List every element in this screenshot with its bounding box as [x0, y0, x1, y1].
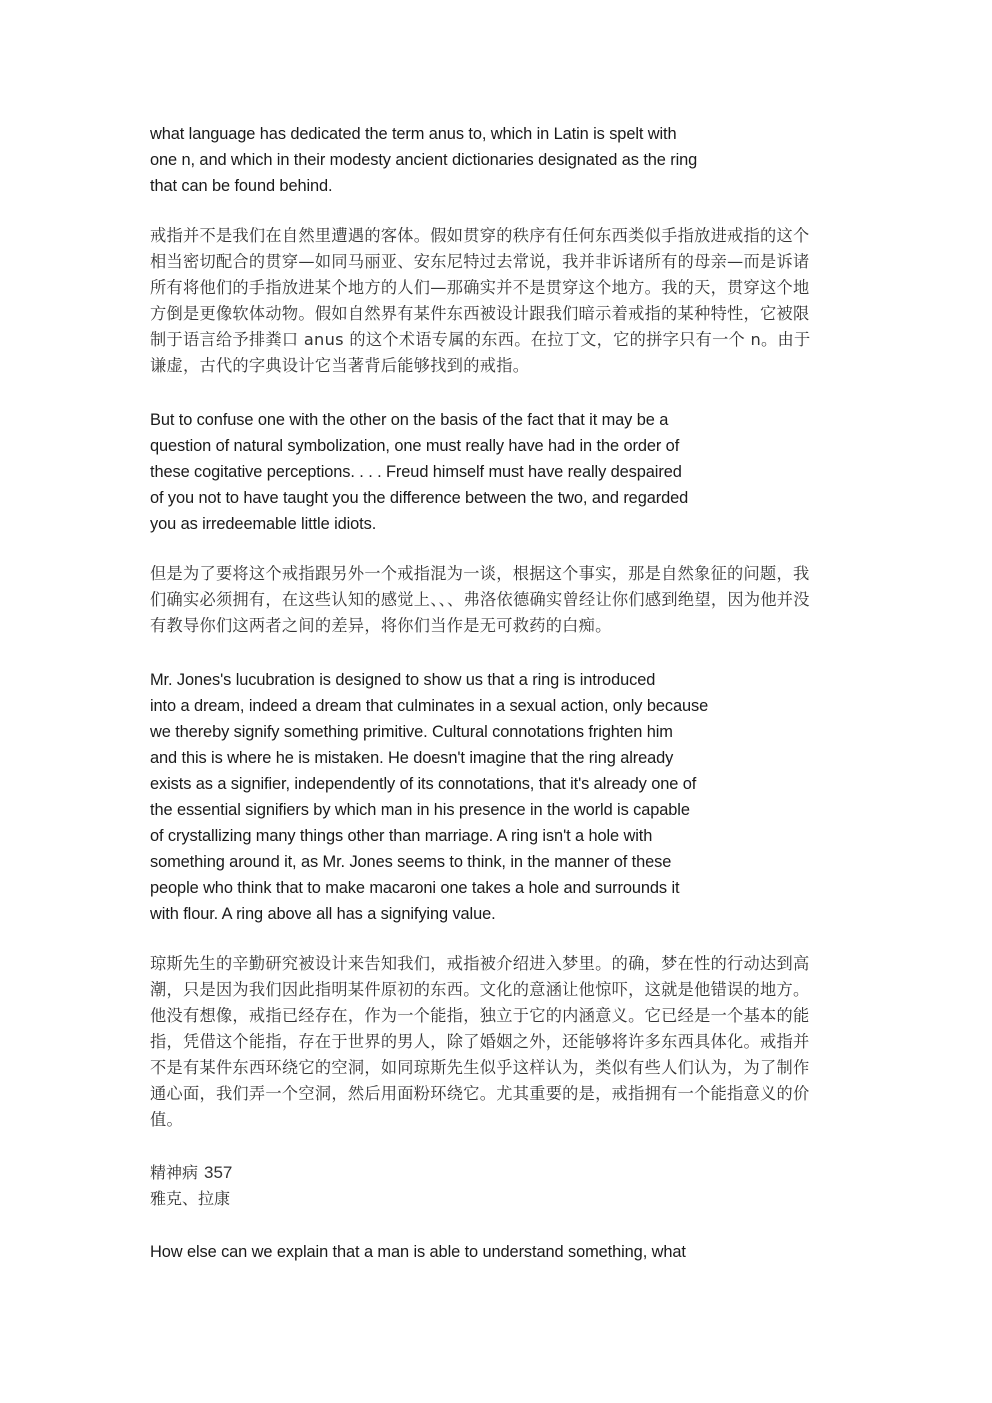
text-line: 不是有某件东西环绕它的空洞，如同琼斯先生似乎这样认为，类似有些人们认为，为了制作	[150, 1058, 810, 1077]
text-line: 戒指并不是我们在自然里遭遇的客体。假如贯穿的秩序有任何东西类似手指放进戒指的这个	[150, 226, 810, 245]
text-line: 指，凭借这个能指，存在于世界的男人，除了婚姻之外，还能够将许多东西具体化。戒指并	[150, 1032, 810, 1051]
english-paragraph-4	[150, 1239, 790, 1265]
text-line: question of natural symbolization, one must really have had in the order of	[150, 437, 680, 455]
text-line: one n, and which in their modesty ancient dictionaries designated as the ring	[150, 151, 698, 169]
book-title: 精神病	[150, 1163, 199, 1182]
text-line: 潮，只是因为我们因此指明某件原初的东西。文化的意涵让他惊吓，这就是他错误的地方。	[150, 980, 810, 999]
text-line: 通心面，我们弄一个空洞，然后用面粉环绕它。尤其重要的是，戒指拥有一个能指意义的价	[150, 1084, 810, 1103]
text-line: 谦虚，古代的字典设计它当著背后能够找到的戒指。	[150, 356, 530, 375]
page-number: 357	[204, 1163, 233, 1182]
page-footer	[150, 1160, 232, 1212]
text-line: you as irredeemable little idiots.	[150, 515, 377, 533]
english-paragraph-3	[150, 667, 790, 927]
english-paragraph-1	[150, 121, 790, 199]
running-title	[150, 1160, 232, 1186]
text-line: something around it, as Mr. Jones seems to think, in the manner of these	[150, 853, 672, 871]
text-line: Mr. Jones's lucubration is designed to show us that a ring is introduced	[150, 671, 656, 689]
text-line: the essential signifiers by which man in his presence in the world is capable	[150, 801, 690, 819]
text-line: people who think that to make macaroni one takes a hole and surrounds it	[150, 879, 680, 897]
text-line: 琼斯先生的辛勤研究被设计来告知我们，戒指被介绍进入梦里。的确，梦在性的行动达到高	[150, 954, 810, 973]
text-line: that can be found behind.	[150, 177, 333, 195]
text-line: 但是为了要将这个戒指跟另外一个戒指混为一谈，根据这个事实，那是自然象征的问题，我	[150, 564, 810, 583]
text-line: with flour. A ring above all has a signifying value.	[150, 905, 496, 923]
text-line: But to confuse one with the other on the basis of the fact that it may be a	[150, 411, 669, 429]
text-line: How else can we explain that a man is able to understand something, what	[150, 1243, 686, 1261]
text-line: we thereby signify something primitive. Cultural connotations frighten him	[150, 723, 673, 741]
chinese-paragraph-1	[150, 223, 844, 379]
author-name: 雅克、拉康	[150, 1189, 231, 1208]
text-line: 他没有想像，戒指已经存在，作为一个能指，独立于它的内涵意义。它已经是一个基本的能	[150, 1006, 810, 1025]
text-line: of you not to have taught you the difference between the two, and regarded	[150, 489, 689, 507]
text-line: of crystallizing many things other than marriage. A ring isn't a hole with	[150, 827, 653, 845]
text-line: these cogitative perceptions. . . . Freud himself must have really despaired	[150, 463, 682, 481]
text-line: 有教导你们这两者之间的差异，将你们当作是无可救药的白痴。	[150, 616, 612, 635]
text-line: exists as a signifier, independently of its connotations, that it's already one of	[150, 775, 697, 793]
text-line: 们确实必须拥有，在这些认知的感觉上、、、弗洛依德确实曾经让你们感到绝望，因为他并没	[150, 590, 810, 609]
chinese-paragraph-2	[150, 561, 844, 639]
text-line: 制于语言给予排粪口 anus 的这个术语专属的东西。在拉丁文，它的拼字只有一个 n。由于	[150, 330, 811, 349]
text-line: 相当密切配合的贯穿—如同马丽亚、安东尼特过去常说，我并非诉诸所有的母亲—而是诉诸	[150, 252, 810, 271]
text-line: 方倒是更像软体动物。假如自然界有某件东西被设计跟我们暗示着戒指的某种特性，它被限	[150, 304, 810, 323]
text-line: and this is where he is mistaken. He doesn't imagine that the ring already	[150, 749, 674, 767]
text-line: what language has dedicated the term anus to, which in Latin is spelt with	[150, 125, 677, 143]
text-line: 所有将他们的手指放进某个地方的人们—那确实并不是贯穿这个地方。我的天，贯穿这个地	[150, 278, 810, 297]
text-line: into a dream, indeed a dream that culminates in a sexual action, only because	[150, 697, 709, 715]
chinese-paragraph-3	[150, 951, 844, 1133]
text-line: 值。	[150, 1110, 183, 1129]
english-paragraph-2	[150, 407, 790, 537]
